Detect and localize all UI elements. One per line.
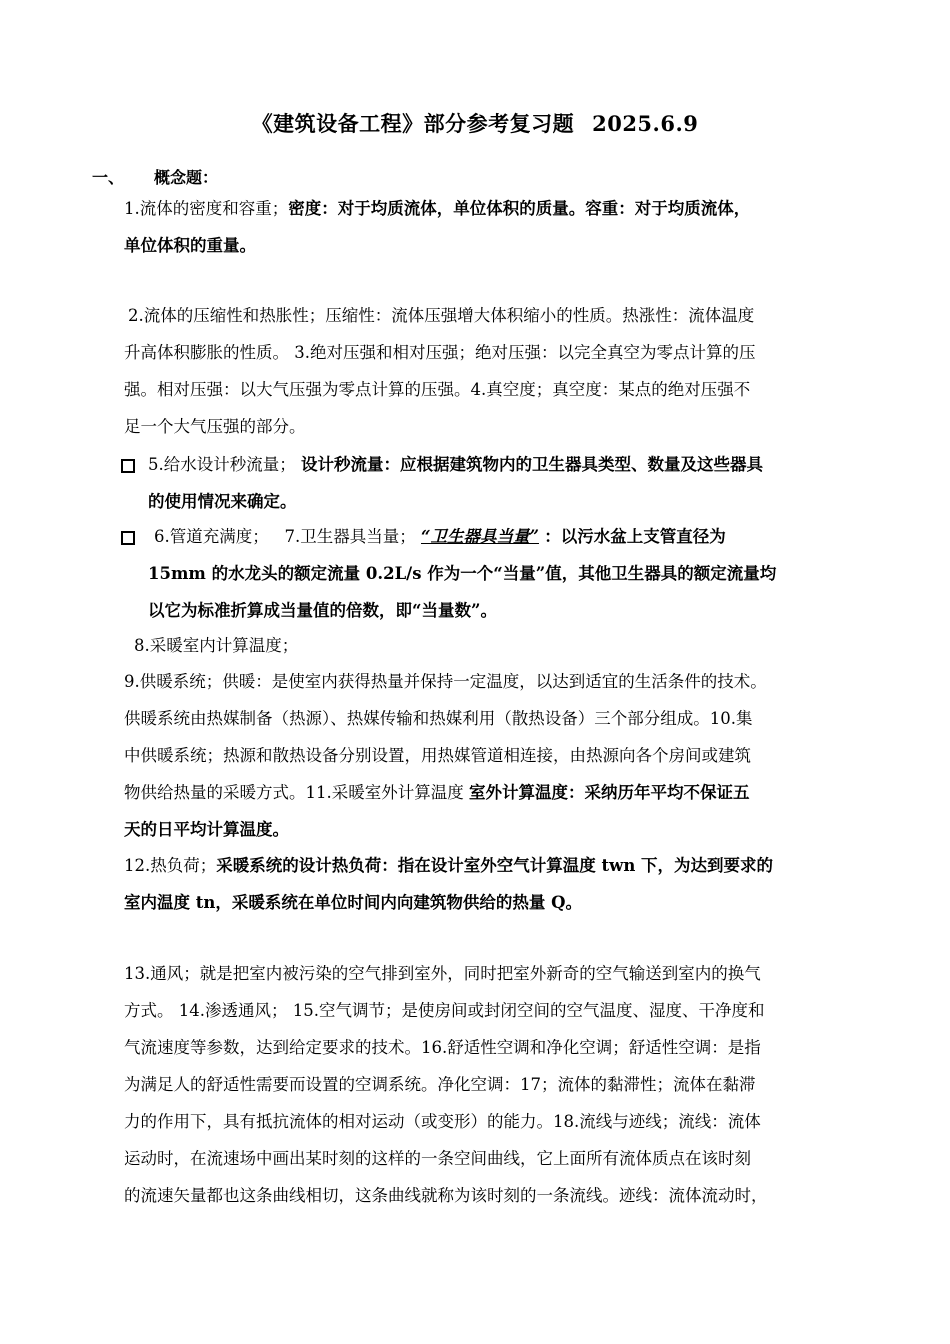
items-13-18-line-4: 为满足人的舒适性需要而设置的空调系统。净化空调：17；流体的黏滞性；流体在黏滞 (124, 1075, 756, 1094)
item-8: 8.采暖室内计算温度； (134, 636, 299, 655)
document-title (0, 108, 950, 138)
item-1-line-1: 1.流体的密度和容重；密度：对于均质流体，单位体积的质量。容重：对于均质流体， (124, 199, 751, 218)
items-13-18-line-1: 13.通风；就是把室内被污染的空气排到室外，同时把室外新奇的空气输送到室内的换气 (124, 964, 761, 983)
item-1-line-2: 单位体积的重量。 (124, 236, 256, 255)
items-2-4 (124, 297, 756, 445)
items-9-11-line-2: 供暖系统由热媒制备（热源）、热媒传输和热媒利用（散热设备）三个部分组成。10.集 (124, 709, 753, 728)
items-13-18-line-6: 运动时，在流速场中画出某时刻的这样的一条空间曲线，它上面所有流体质点在该时刻 (124, 1149, 751, 1168)
items-9-11-line-1: 9.供暖系统；供暖：是使室内获得热量并保持一定温度，以达到适宜的生活条件的技术。 (124, 672, 767, 691)
item-12 (124, 847, 773, 921)
items-9-11-line-4: 物供给热量的采暖方式。11.采暖室外计算温度 室外计算温度：采纳历年平均不保证五 (124, 783, 750, 802)
section-number: 一、 (92, 168, 125, 187)
item-12-line-1: 12.热负荷；采暖系统的设计热负荷：指在设计室外空气计算温度 twn 下，为达到要求的 (124, 856, 774, 875)
items-6-7 (148, 518, 776, 629)
items-9-11 (124, 663, 767, 848)
item-5-line-2: 的使用情况来确定。 (148, 492, 297, 511)
items-13-18-line-2: 方式。 14.渗透通风； 15.空气调节；是使房间或封闭空间的空气温度、湿度、干净度和 (124, 1001, 765, 1020)
title-date: 2025.6.9 (592, 111, 699, 136)
items-6-7-line-2: 15mm 的水龙头的额定流量 0.2L/s 作为一个“当量”值，其他卫生器具的额定流量均 (148, 564, 777, 583)
section-label: 概念题： (154, 168, 219, 187)
checkbox-bullet-icon (121, 531, 135, 545)
section-heading (92, 165, 218, 188)
checkbox-bullet-icon (121, 459, 135, 473)
item-12-line-2: 室内温度 tn，采暖系统在单位时间内向建筑物供给的热量 Q。 (124, 893, 582, 912)
items-9-11-line-5: 天的日平均计算温度。 (124, 820, 289, 839)
items-2-4-line-4: 足一个大气压强的部分。 (124, 417, 306, 436)
items-13-18-line-3: 气流速度等参数，达到给定要求的技术。16.舒适性空调和净化空调；舒适性空调：是指 (124, 1038, 761, 1057)
title-text: 《建筑设备工程》部分参考复习题 (251, 111, 575, 136)
items-13-18-line-7: 的流速矢量都也这条曲线相切，这条曲线就称为该时刻的一条流线。迹线：流体流动时， (124, 1186, 768, 1205)
item-5-line-1: 5.给水设计秒流量； 设计秒流量：应根据建筑物内的卫生器具类型、数量及这些器具 (148, 455, 763, 474)
items-9-11-line-3: 中供暖系统；热源和散热设备分别设置，用热媒管道相连接，由热源向各个房间或建筑 (124, 746, 751, 765)
items-2-4-line-1: 2.流体的压缩性和热胀性；压缩性：流体压强增大体积缩小的性质。热涨性：流体温度 (128, 306, 755, 325)
items-13-18-line-5: 力的作用下，具有抵抗流体的相对运动（或变形）的能力。18.流线与迹线；流线：流体 (124, 1112, 761, 1131)
items-6-7-line-3: 以它为标准折算成当量值的倍数，即“当量数”。 (148, 601, 497, 620)
items-6-7-line-1: 6.管道充满度； 7.卫生器具当量； “卫生器具当量” ：以污水盆上支管直径为 (154, 527, 726, 546)
items-2-4-line-3: 强。相对压强：以大气压强为零点计算的压强。4.真空度；真空度：某点的绝对压强不 (124, 380, 751, 399)
item-5 (148, 446, 763, 520)
items-2-4-line-2: 升高体积膨胀的性质。 3.绝对压强和相对压强；绝对压强：以完全真空为零点计算的压 (124, 343, 756, 362)
item-1 (124, 190, 750, 264)
items-13-18 (124, 955, 768, 1214)
